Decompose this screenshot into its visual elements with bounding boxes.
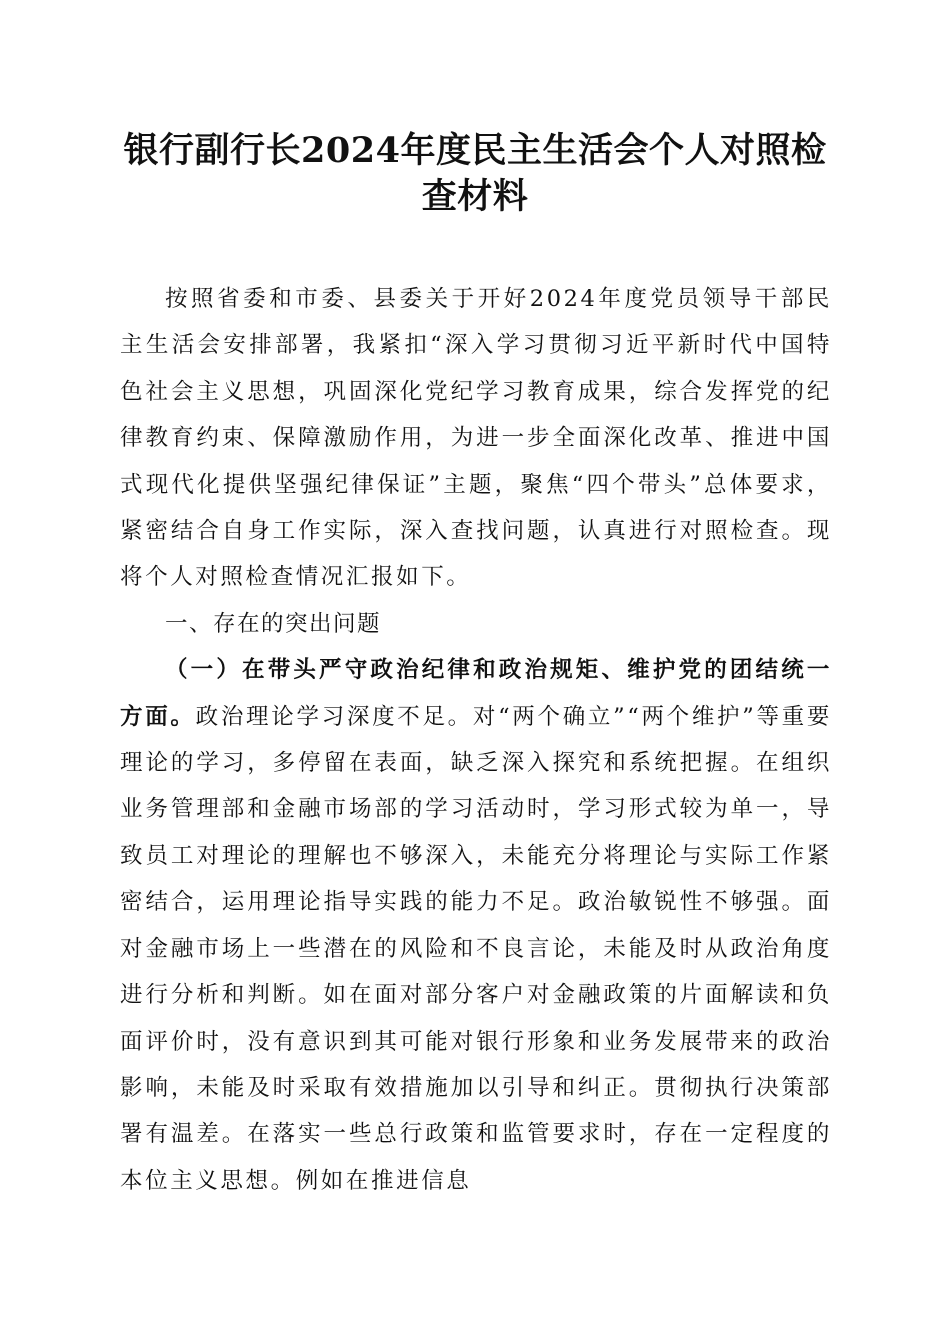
subsection-heading: （一）在带头严守政治纪律和政治规矩、维护党的团结统一方面。 <box>120 657 832 730</box>
subsection-paragraph <box>120 647 832 1204</box>
document-title: 银行副行长2024年度民主生活会个人对照检查材料 <box>123 130 827 217</box>
intro-paragraph: 按照省委和市委、县委关于开好2024年度党员领导干部民主生活会安排部署，我紧扣“深入学习贯彻习近平新时代中国特色社会主义思想，巩固深化党纪学习教育成果，综合发挥党的纪律教育约束、保障激励作用，为进一步全面深化改革、推进中国式现代化提供坚强纪律保证”主题，聚焦“四个带头”总体要求，紧密结合自身工作实际，深入查找问题，认真进行对照检查。现将个人对照检查情况汇报如下。 <box>120 286 832 591</box>
subsection-body: 政治理论学习深度不足。对“两个确立”“两个维护”等重要理论的学习，多停留在表面，缺乏深入探究和系统把握。在组织业务管理部和金融市场部的学习活动时，学习形式较为单一，导致员工对理论的理解也不够深入，未能充分将理论与实际工作紧密结合，运用理论指导实践的能力不足。政治敏锐性不够强。面对金融市场上一些潜在的风险和不良言论，未能及时从政治角度进行分析和判断。如在面对部分客户对金融政策的片面解读和负面评价时，没有意识到其可能对银行形象和业务发展带来的政治影响，未能及时采取有效措施加以引导和纠正。贯彻执行决策部署有温差。在落实一些总行政策和监管要求时，存在一定程度的本位主义思想。例如在推进信息 <box>120 703 832 1194</box>
section-heading: 一、存在的突出问题 <box>165 610 382 637</box>
document-body <box>120 276 832 1204</box>
